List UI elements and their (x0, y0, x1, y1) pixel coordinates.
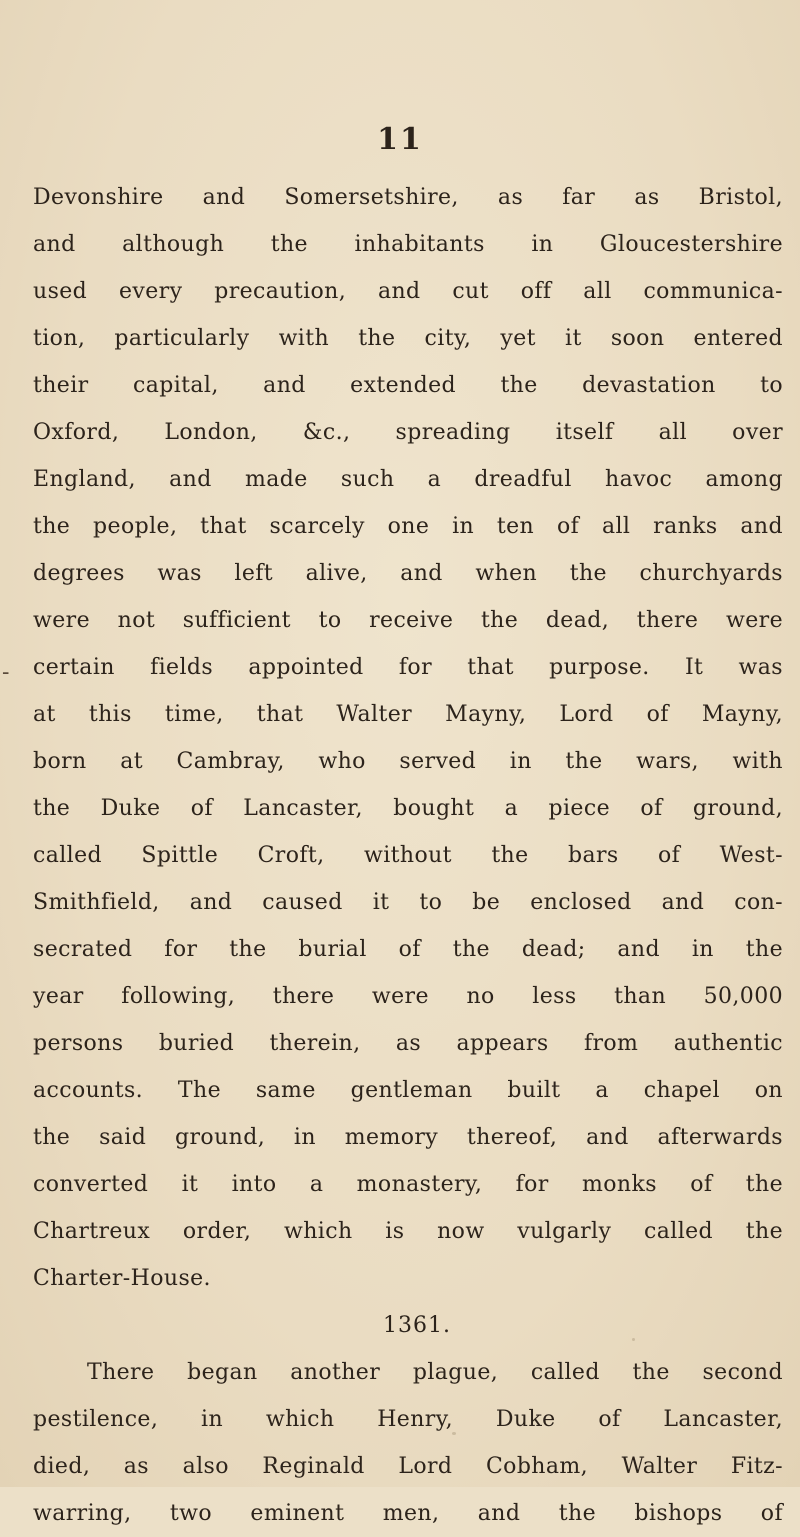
text-line: pestilence, in which Henry, Duke of Lancaster, (33, 1407, 783, 1432)
text-line: used every precaution, and cut off all communica- (33, 279, 783, 304)
text-line: died, as also Reginald Lord Cobham, Walter Fitz- (33, 1454, 783, 1479)
text-line: their capital, and extended the devastation to (33, 373, 783, 398)
text-line: at this time, that Walter Mayny, Lord of Mayny, (33, 702, 783, 727)
text-line: the said ground, in memory thereof, and afterwards (33, 1125, 783, 1150)
text-line: degrees was left alive, and when the churchyards (33, 561, 783, 586)
text-line: Charter-House. (33, 1266, 211, 1291)
text-line: born at Cambray, who served in the wars, with (33, 749, 783, 774)
text-line: There began another plague, called the second (87, 1360, 783, 1385)
paper-speck (452, 1432, 456, 1435)
page-number: 11 (377, 122, 423, 157)
text-line: converted it into a monastery, for monks of the (33, 1172, 783, 1197)
paper-speck (632, 1338, 635, 1341)
text-line: and although the inhabitants in Gloucestershire (33, 232, 783, 257)
text-line: were not sufficient to receive the dead, there were (33, 608, 783, 633)
text-line: year following, there were no less than 50,000 (33, 984, 783, 1009)
text-line: Devonshire and Somersetshire, as far as Bristol, (33, 185, 783, 210)
text-line: warring, two eminent men, and the bishops of (33, 1501, 783, 1526)
text-line: persons buried therein, as appears from authentic (33, 1031, 783, 1056)
text-line: tion, particularly with the city, yet it soon entered (33, 326, 783, 351)
year-heading: 1361. (383, 1313, 451, 1338)
text-line: Smithfield, and caused it to be enclosed and con- (33, 890, 783, 915)
text-line: the Duke of Lancaster, bought a piece of ground, (33, 796, 783, 821)
text-line: the people, that scarcely one in ten of all ranks and (33, 514, 783, 539)
text-line: Chartreux order, which is now vulgarly called the (33, 1219, 783, 1244)
body-text (33, 174, 783, 1537)
text-line: England, and made such a dreadful havoc among (33, 467, 783, 492)
text-line: certain fields appointed for that purpose. It was (33, 655, 783, 680)
text-line: Oxford, London, &c., spreading itself all over (33, 420, 783, 445)
text-line: secrated for the burial of the dead; and in the (33, 937, 783, 962)
text-line: called Spittle Croft, without the bars of West- (33, 843, 783, 868)
margin-mark: - (2, 660, 10, 685)
text-line: accounts. The same gentleman built a chapel on (33, 1078, 783, 1103)
